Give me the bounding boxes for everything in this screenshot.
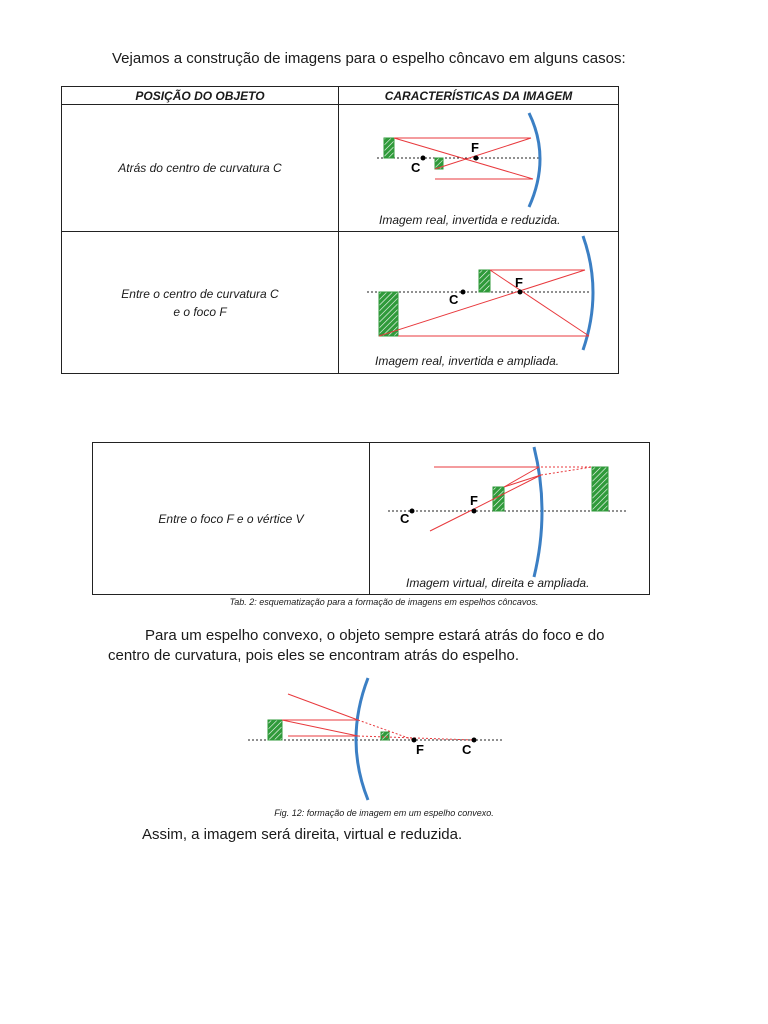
label-c: C [400, 511, 410, 526]
case-between-c-f [62, 232, 339, 374]
case-between-c-f-line1: Entre o centro de curvatura C [121, 286, 279, 301]
object [384, 138, 394, 158]
convex-mirror-figure [240, 672, 510, 808]
center-point [472, 738, 477, 743]
label-f: F [416, 742, 424, 757]
label-f: F [470, 493, 478, 508]
label-c: C [411, 160, 421, 175]
label-f: F [515, 275, 523, 290]
label-f: F [471, 140, 479, 155]
concave-case-table-cont [92, 442, 650, 595]
ray [470, 475, 541, 511]
case-beyond-c [62, 105, 339, 232]
caption-beyond-c: Imagem real, invertida e reduzida. [379, 213, 561, 227]
label-c: C [449, 292, 459, 307]
virtual-ray [541, 467, 592, 475]
image [381, 732, 389, 740]
diagram-between-c-f [339, 232, 618, 373]
center-point [461, 290, 466, 295]
ray [430, 511, 470, 531]
concave-cases-table [61, 86, 619, 374]
center-point [410, 509, 415, 514]
case-beyond-c-text: Atrás do centro de curvatura C [118, 161, 282, 175]
ray [490, 270, 589, 336]
conclusion-text: Assim, a imagem será direita, virtual e reduzida. [142, 826, 463, 843]
intro-text: Vejamos a construção de imagens para o espelho côncavo em alguns casos: [112, 50, 626, 67]
image [379, 292, 398, 336]
focus-point [518, 290, 523, 295]
header-characteristics: CARACTERÍSTICAS DA IMAGEM [339, 87, 619, 105]
table-caption: Tab. 2: esquematização para a formação de imagens em espelhos côncavos. [229, 597, 539, 607]
header-position: POSIÇÃO DO OBJETO [62, 87, 339, 105]
case-between-c-f-line2: e o foco F [173, 304, 227, 319]
concave-mirror [529, 113, 540, 207]
label-c: C [462, 742, 472, 757]
ray [282, 720, 358, 736]
object [268, 720, 282, 740]
convex-mirror [356, 678, 368, 800]
convex-paragraph: Para um espelho convexo, o objeto sempre estará atrás do foco e do centro de curvatura, pois eles se encontram atrás do espelho. [108, 627, 605, 664]
center-point [421, 156, 426, 161]
diagram-cell-between-f-v [370, 443, 650, 595]
focus-point [474, 156, 479, 161]
case-between-f-v [93, 443, 370, 595]
case-between-f-v-text: Entre o foco F e o vértice V [158, 511, 304, 526]
diagram-cell-between-c-f [339, 232, 619, 374]
diagram-cell-beyond-c [339, 105, 619, 232]
image [592, 467, 608, 511]
focus-point [472, 509, 477, 514]
caption-between-f-v: Imagem virtual, direita e ampliada. [406, 576, 590, 590]
ray [288, 694, 358, 720]
caption-between-c-f: Imagem real, invertida e ampliada. [375, 354, 560, 368]
diagram-between-f-v [370, 443, 649, 594]
figure-caption: Fig. 12: formação de imagem em um espelho convexo. [274, 808, 494, 818]
object [479, 270, 490, 292]
